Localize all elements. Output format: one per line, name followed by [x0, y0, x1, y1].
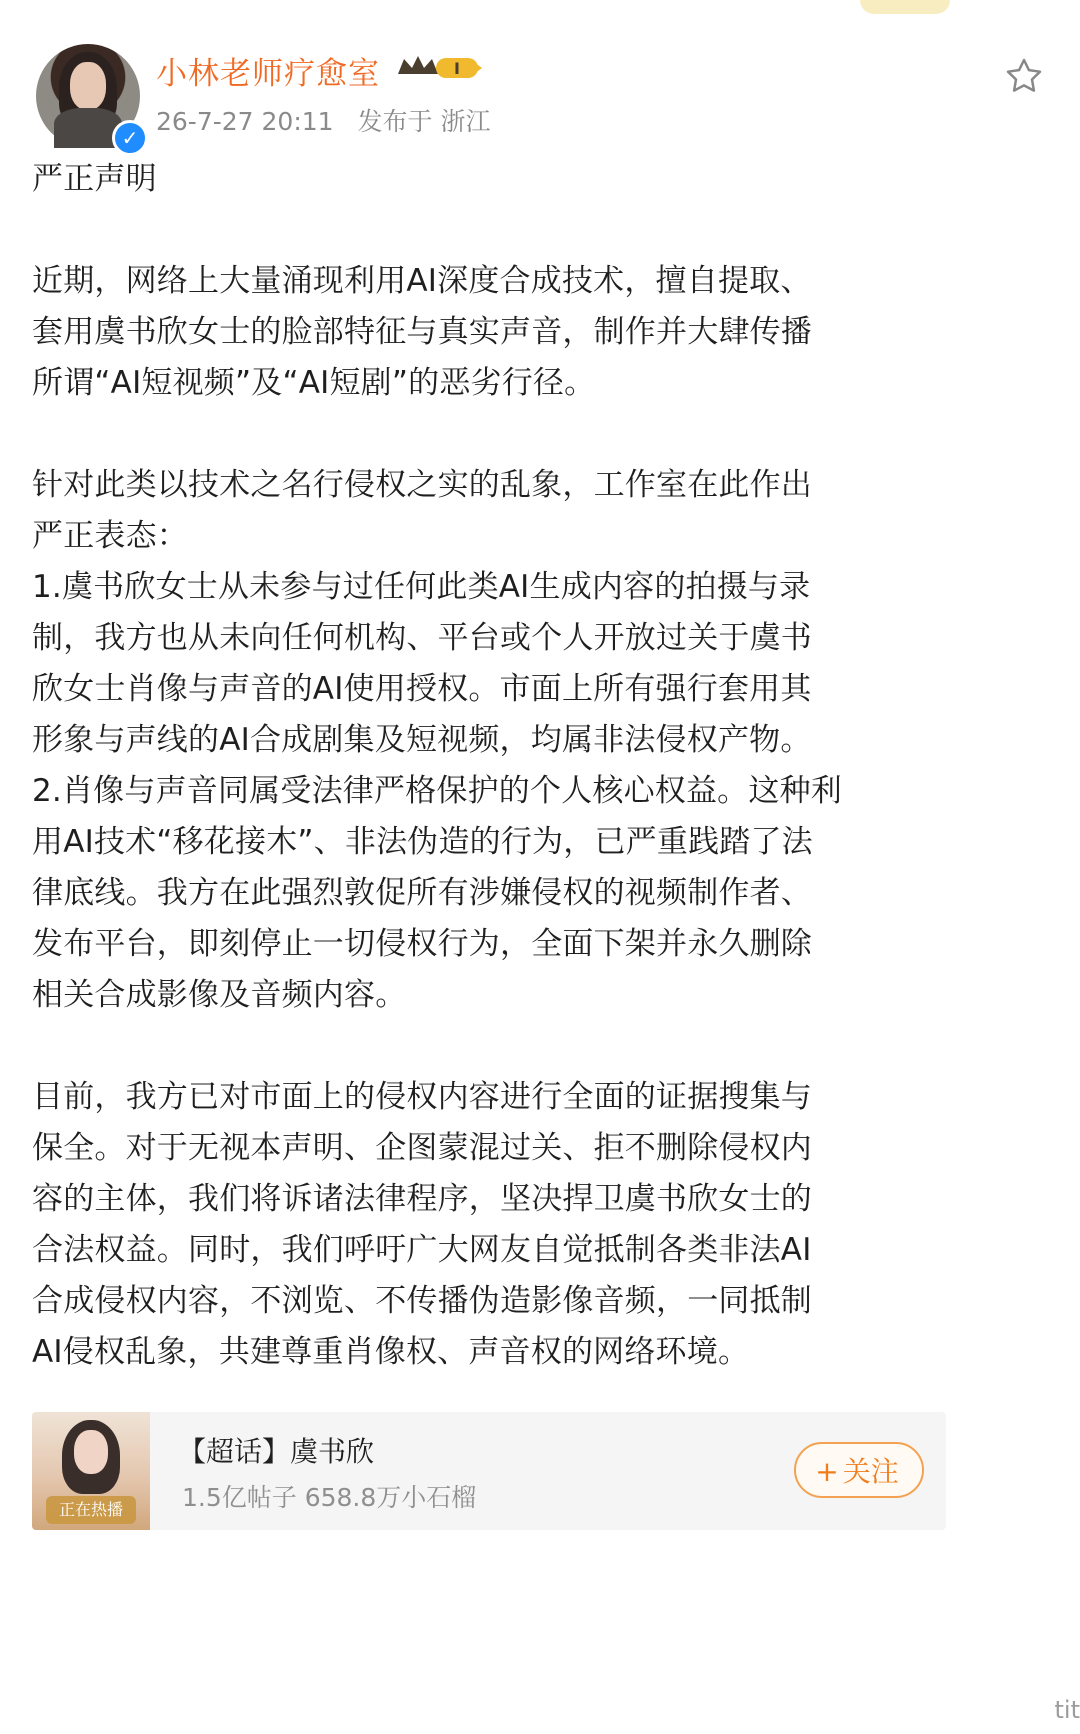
star-icon[interactable]	[1004, 56, 1044, 96]
content-line: 套用虞书欣女士的脸部特征与真实声音，制作并大肆传播	[32, 314, 812, 350]
avatar-face	[70, 62, 106, 110]
content-line: 所谓“AI短视频”及“AI短剧”的恶劣行径。	[32, 365, 596, 401]
content-line: 2.肖像与声音同属受法律严格保护的个人核心权益。这种利	[32, 773, 842, 809]
topic-title[interactable]: 【超话】虞书欣	[178, 1435, 375, 1468]
content-line: 合成侵权内容，不浏览、不传播伪造影像音频，一同抵制	[32, 1283, 812, 1319]
content-line: 发布平台，即刻停止一切侵权行为，全面下架并永久删除	[32, 926, 812, 962]
topic-thumbnail[interactable]	[32, 1412, 150, 1530]
post-time: 26-7-27 20:11	[156, 107, 334, 136]
post-content	[32, 154, 938, 1378]
follow-label: 关注	[842, 1455, 899, 1488]
content-line: 形象与声线的AI合成剧集及短视频，均属非法侵权产物。	[32, 722, 812, 758]
plus-icon: +	[815, 1455, 839, 1488]
username[interactable]: 小林老师疗愈室	[156, 56, 380, 92]
watermark-text: tit	[1054, 1696, 1080, 1724]
topic-stats: 1.5亿帖子 658.8万小石榴	[182, 1483, 477, 1512]
content-spacer	[32, 205, 938, 256]
vip-crown-icon	[396, 54, 482, 82]
content-line: 近期，网络上大量涌现利用AI深度合成技术，擅自提取、	[32, 263, 812, 299]
content-line: 制，我方也从未向任何机构、平台或个人开放过关于虞书	[32, 620, 812, 656]
thumbnail-face	[74, 1430, 108, 1474]
avatar[interactable]	[36, 44, 140, 148]
content-line: 保全。对于无视本声明、企图蒙混过关、拒不删除侵权内	[32, 1130, 812, 1166]
content-line: 欣女士肖像与声音的AI使用授权。市面上所有强行套用其	[32, 671, 812, 707]
content-line: 律底线。我方在此强烈敦促所有涉嫌侵权的视频制作者、	[32, 875, 812, 911]
thumbnail-label: 正在热播	[46, 1496, 136, 1524]
post-location: 发布于 浙江	[357, 107, 491, 136]
content-line: AI侵权乱象，共建尊重肖像权、声音权的网络环境。	[32, 1334, 750, 1370]
post-header	[36, 44, 1044, 154]
content-line: 用AI技术“移花接木”、非法伪造的行为，已严重践踏了法	[32, 824, 813, 860]
verified-badge-icon: ✓	[112, 120, 148, 156]
content-spacer	[32, 1021, 938, 1072]
content-line: 针对此类以技术之名行侵权之实的乱象，工作室在此作出	[32, 467, 812, 503]
vip-level-text: I	[454, 59, 460, 78]
post-meta	[156, 102, 490, 138]
content-line: 严正表态：	[32, 518, 188, 554]
content-line: 1.虞书欣女士从未参与过任何此类AI生成内容的拍摄与录	[32, 569, 811, 605]
follow-button[interactable]	[794, 1442, 924, 1498]
content-line: 目前，我方已对市面上的侵权内容进行全面的证据搜集与	[32, 1079, 812, 1115]
top-decoration	[860, 0, 950, 14]
content-line: 容的主体，我们将诉诸法律程序，坚决捍卫虞书欣女士的	[32, 1181, 812, 1217]
content-spacer	[32, 409, 938, 460]
content-line: 严正声明	[32, 161, 157, 197]
topic-card[interactable]	[32, 1412, 946, 1530]
content-line: 合法权益。同时，我们呼吁广大网友自觉抵制各类非法AI	[32, 1232, 812, 1268]
content-line: 相关合成影像及音频内容。	[32, 977, 407, 1013]
